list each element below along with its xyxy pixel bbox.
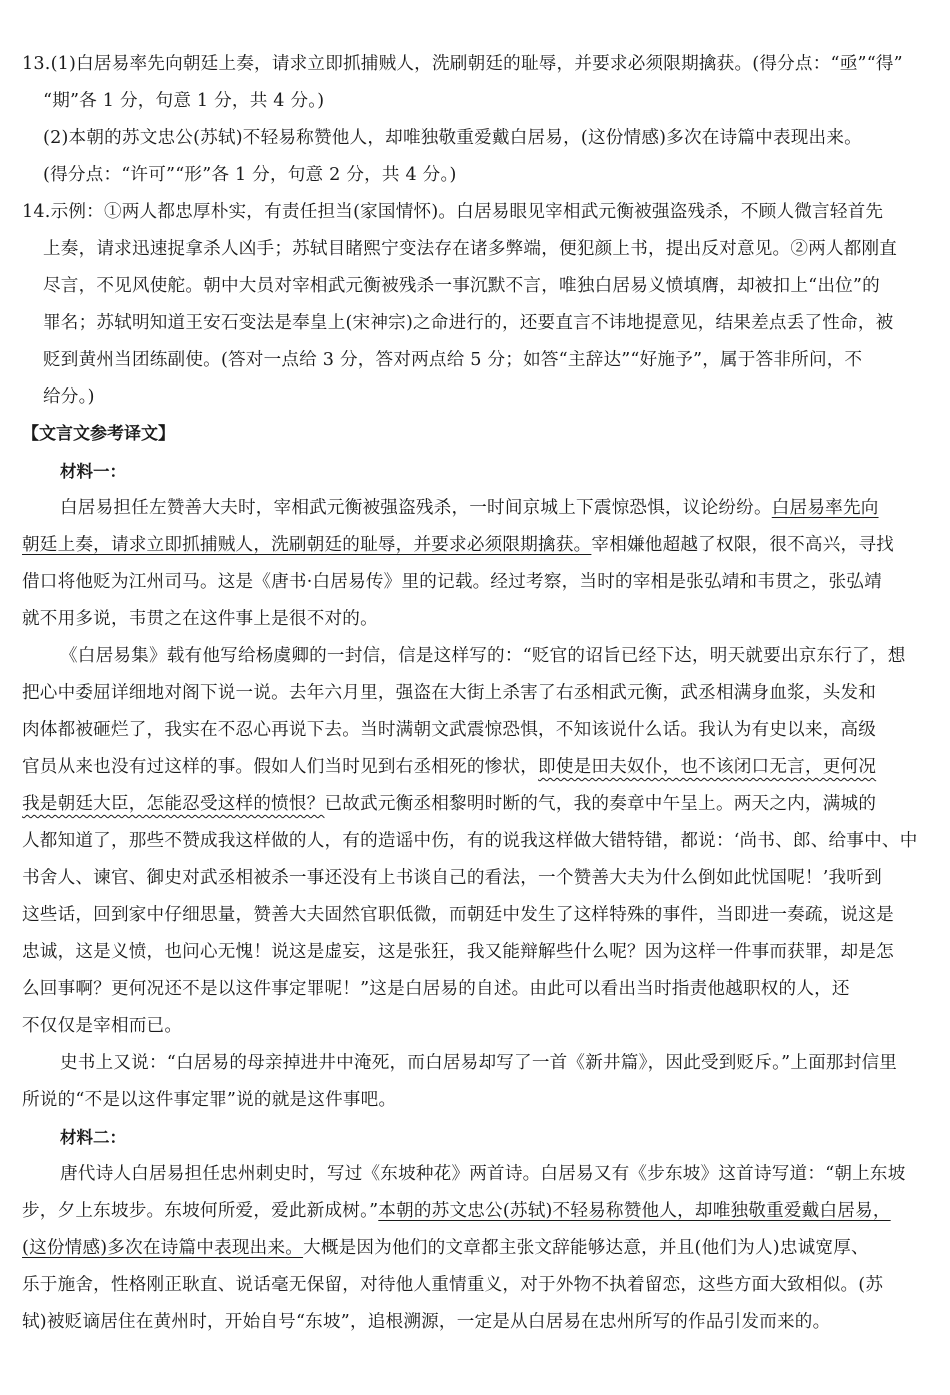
m1-para1-text: 白居易担任左赞善大夫时，宰相武元衡被强盗残杀，一时间京城上下震惊恐惧，议论纷纷。	[60, 498, 772, 518]
q14-line4: 罪名；苏轼明知道王安石变法是奉皇上(宋神宗)之命进行的，还要直言不讳地提意见，结果差点丢了性命，被	[43, 313, 894, 333]
m1-para2-line5	[22, 786, 928, 823]
material-two-title: 材料二：	[60, 1128, 126, 1147]
m2-para1-line5: 轼)被贬谪居住在黄州时，开始自号“东坡”，追根溯源，一定是从白居易在忠州所写的作品引发而来的。	[22, 1312, 831, 1332]
q13-part2-line1: (2)本朝的苏文忠公(苏轼)不轻易称赞他人，却唯独敬重爱戴白居易，(这份情感)多次在诗篇中表现出来。	[43, 128, 862, 148]
m1-para2-line9: 忠诚，这是义愤，也问心无愧！说这是虚妄，这是张狂，我又能辩解些什么呢？因为这样一件事而获罪，却是怎	[22, 942, 894, 962]
underlined-sentence: 本朝的苏文忠公(苏轼)不轻易称赞他人，却唯独敬重爱戴白居易，	[378, 1201, 891, 1221]
m1-para2-text: 官员从来也没有过这样的事。假如人们当时见到右丞相死的惨状，	[22, 757, 539, 777]
m2-para1-line3	[22, 1230, 928, 1267]
q14-line6: 给分。)	[43, 387, 95, 407]
m1-para2-line8: 这些话，回到家中仔细思量，赞善大夫固然官职低微，而朝廷中发生了这样特殊的事件，当即进一奏疏，说这是	[22, 905, 894, 925]
m1-para2-line3: 肉体都被砸烂了，我实在不忍心再说下去。当时满朝文武震惊恐惧，不知该说什么话。我认为有史以来，高级	[22, 720, 877, 740]
q14-line2: 上奏，请求迅速捉拿杀人凶手；苏轼目睹熙宁变法存在诸多弊端，便犯颜上书，提出反对意见。②两人都刚直	[43, 239, 898, 259]
q14-answer	[22, 194, 928, 416]
m1-para3-line1: 史书上又说：“白居易的母亲掉进井中淹死，而白居易却写了一首《新井篇》，因此受到贬斥。”上面那封信里	[60, 1053, 898, 1073]
m1-para1-line1	[22, 490, 928, 527]
m1-para3-line2: 所说的“不是以这件事定罪”说的就是这件事吧。	[22, 1090, 397, 1110]
q14-line5: 贬到黄州当团练副使。(答对一点给 3 分，答对两点给 5 分；如答“主辞达”“好施予”，属于答非所问，不	[43, 350, 863, 370]
m1-para2-line7: 书舍人、谏官、御史对武丞相被杀一事还没有上书谈自己的看法，一个赞善大夫为什么倒如此忧国呢！’我听到	[22, 868, 882, 888]
m2-para1-line2	[22, 1193, 928, 1230]
q13-part1-line1: 13.(1)白居易率先向朝廷上奏，请求立即抓捕贼人，洗刷朝廷的耻辱，并要求必须限期擒获。(得分点：“亟”“得”	[22, 54, 903, 74]
m1-para1-line4: 就不用多说，韦贯之在这件事上是很不对的。	[22, 609, 378, 629]
q13-answer	[22, 46, 928, 194]
m2-para1-line1: 唐代诗人白居易担任忠州刺史时，写过《东坡种花》两首诗。白居易又有《步东坡》这首诗写道：“朝上东坡	[60, 1164, 906, 1184]
m1-para2-line10: 么回事啊？更何况还不是以这件事定罪呢！”这是白居易的自述。由此可以看出当时指责他越职权的人，还	[22, 979, 850, 999]
q14-line3: 尽言，不见风使舵。朝中大员对宰相武元衡被残杀一事沉默不言，唯独白居易义愤填膺，却被扣上“出位”的	[43, 276, 880, 296]
m1-para2-line1: 《白居易集》载有他写给杨虞卿的一封信，信是这样写的：“贬官的诏旨已经下达，明天就要出京东行了，想	[60, 646, 906, 666]
m1-para1-line2	[22, 527, 928, 564]
m1-para2-text: 已故武元衡丞相黎明时断的气，我的奏章中午呈上。两天之内，满城的	[324, 794, 877, 814]
m1-para2-line6: 人都知道了，那些不赞成我这样做的人，有的造谣中伤，有的说我这样做大错特错，都说：‘尚书、郎、给事中、中	[22, 831, 918, 851]
m2-para1-text: 大概是因为他们的文章都主张文辞能够达意，并且(他们为人)忠诚宽厚、	[303, 1238, 869, 1258]
material-one-title: 材料一：	[60, 462, 126, 481]
q14-line1: 14.示例：①两人都忠厚朴实，有责任担当(家国情怀)。白居易眼见宰相武元衡被强盗残杀，不顾人微言轻首先	[22, 202, 884, 222]
q13-part2-line2: (得分点：“许可”“形”各 1 分，句意 2 分，共 4 分。)	[43, 165, 457, 185]
m1-para1-line3: 借口将他贬为江州司马。这是《唐书·白居易传》里的记载。经过考察，当时的宰相是张弘靖和韦贯之，张弘靖	[22, 572, 882, 592]
underlined-sentence: (这份情感)多次在诗篇中表现出来。	[22, 1238, 304, 1258]
wavy-underlined-sentence: 即使是田夫奴仆，也不该闭口无言，更何况	[538, 757, 877, 777]
underlined-sentence: 朝廷上奏，请求立即抓捕贼人，洗刷朝廷的耻辱，并要求必须限期擒获。	[22, 535, 592, 555]
translation-section	[22, 416, 928, 1341]
q13-part1-line2: “期”各 1 分，句意 1 分，共 4 分。)	[43, 91, 325, 111]
m1-para2-line11: 不仅仅是宰相而已。	[22, 1016, 183, 1036]
m2-para1-line4: 乐于施舍，性格刚正耿直、说话毫无保留，对待他人重情重义，对于外物不执着留恋，这些方面大致相似。(苏	[22, 1275, 884, 1295]
section-title: 【文言文参考译文】	[22, 424, 175, 444]
m1-para2-line2: 把心中委屈详细地对阁下说一说。去年六月里，强盗在大街上杀害了右丞相武元衡，武丞相满身血浆，头发和	[22, 683, 877, 703]
underlined-sentence: 白居易率先向	[771, 498, 879, 518]
m2-para1-text: 步，夕上东坡步。东坡何所爱，爱此新成树。”	[22, 1201, 379, 1221]
wavy-underlined-sentence: 我是朝廷大臣，怎能忍受这样的愤恨？	[22, 794, 325, 814]
m1-para1-text: 宰相嫌他超越了权限，很不高兴，寻找	[591, 535, 894, 555]
m1-para2-line4	[22, 749, 928, 786]
